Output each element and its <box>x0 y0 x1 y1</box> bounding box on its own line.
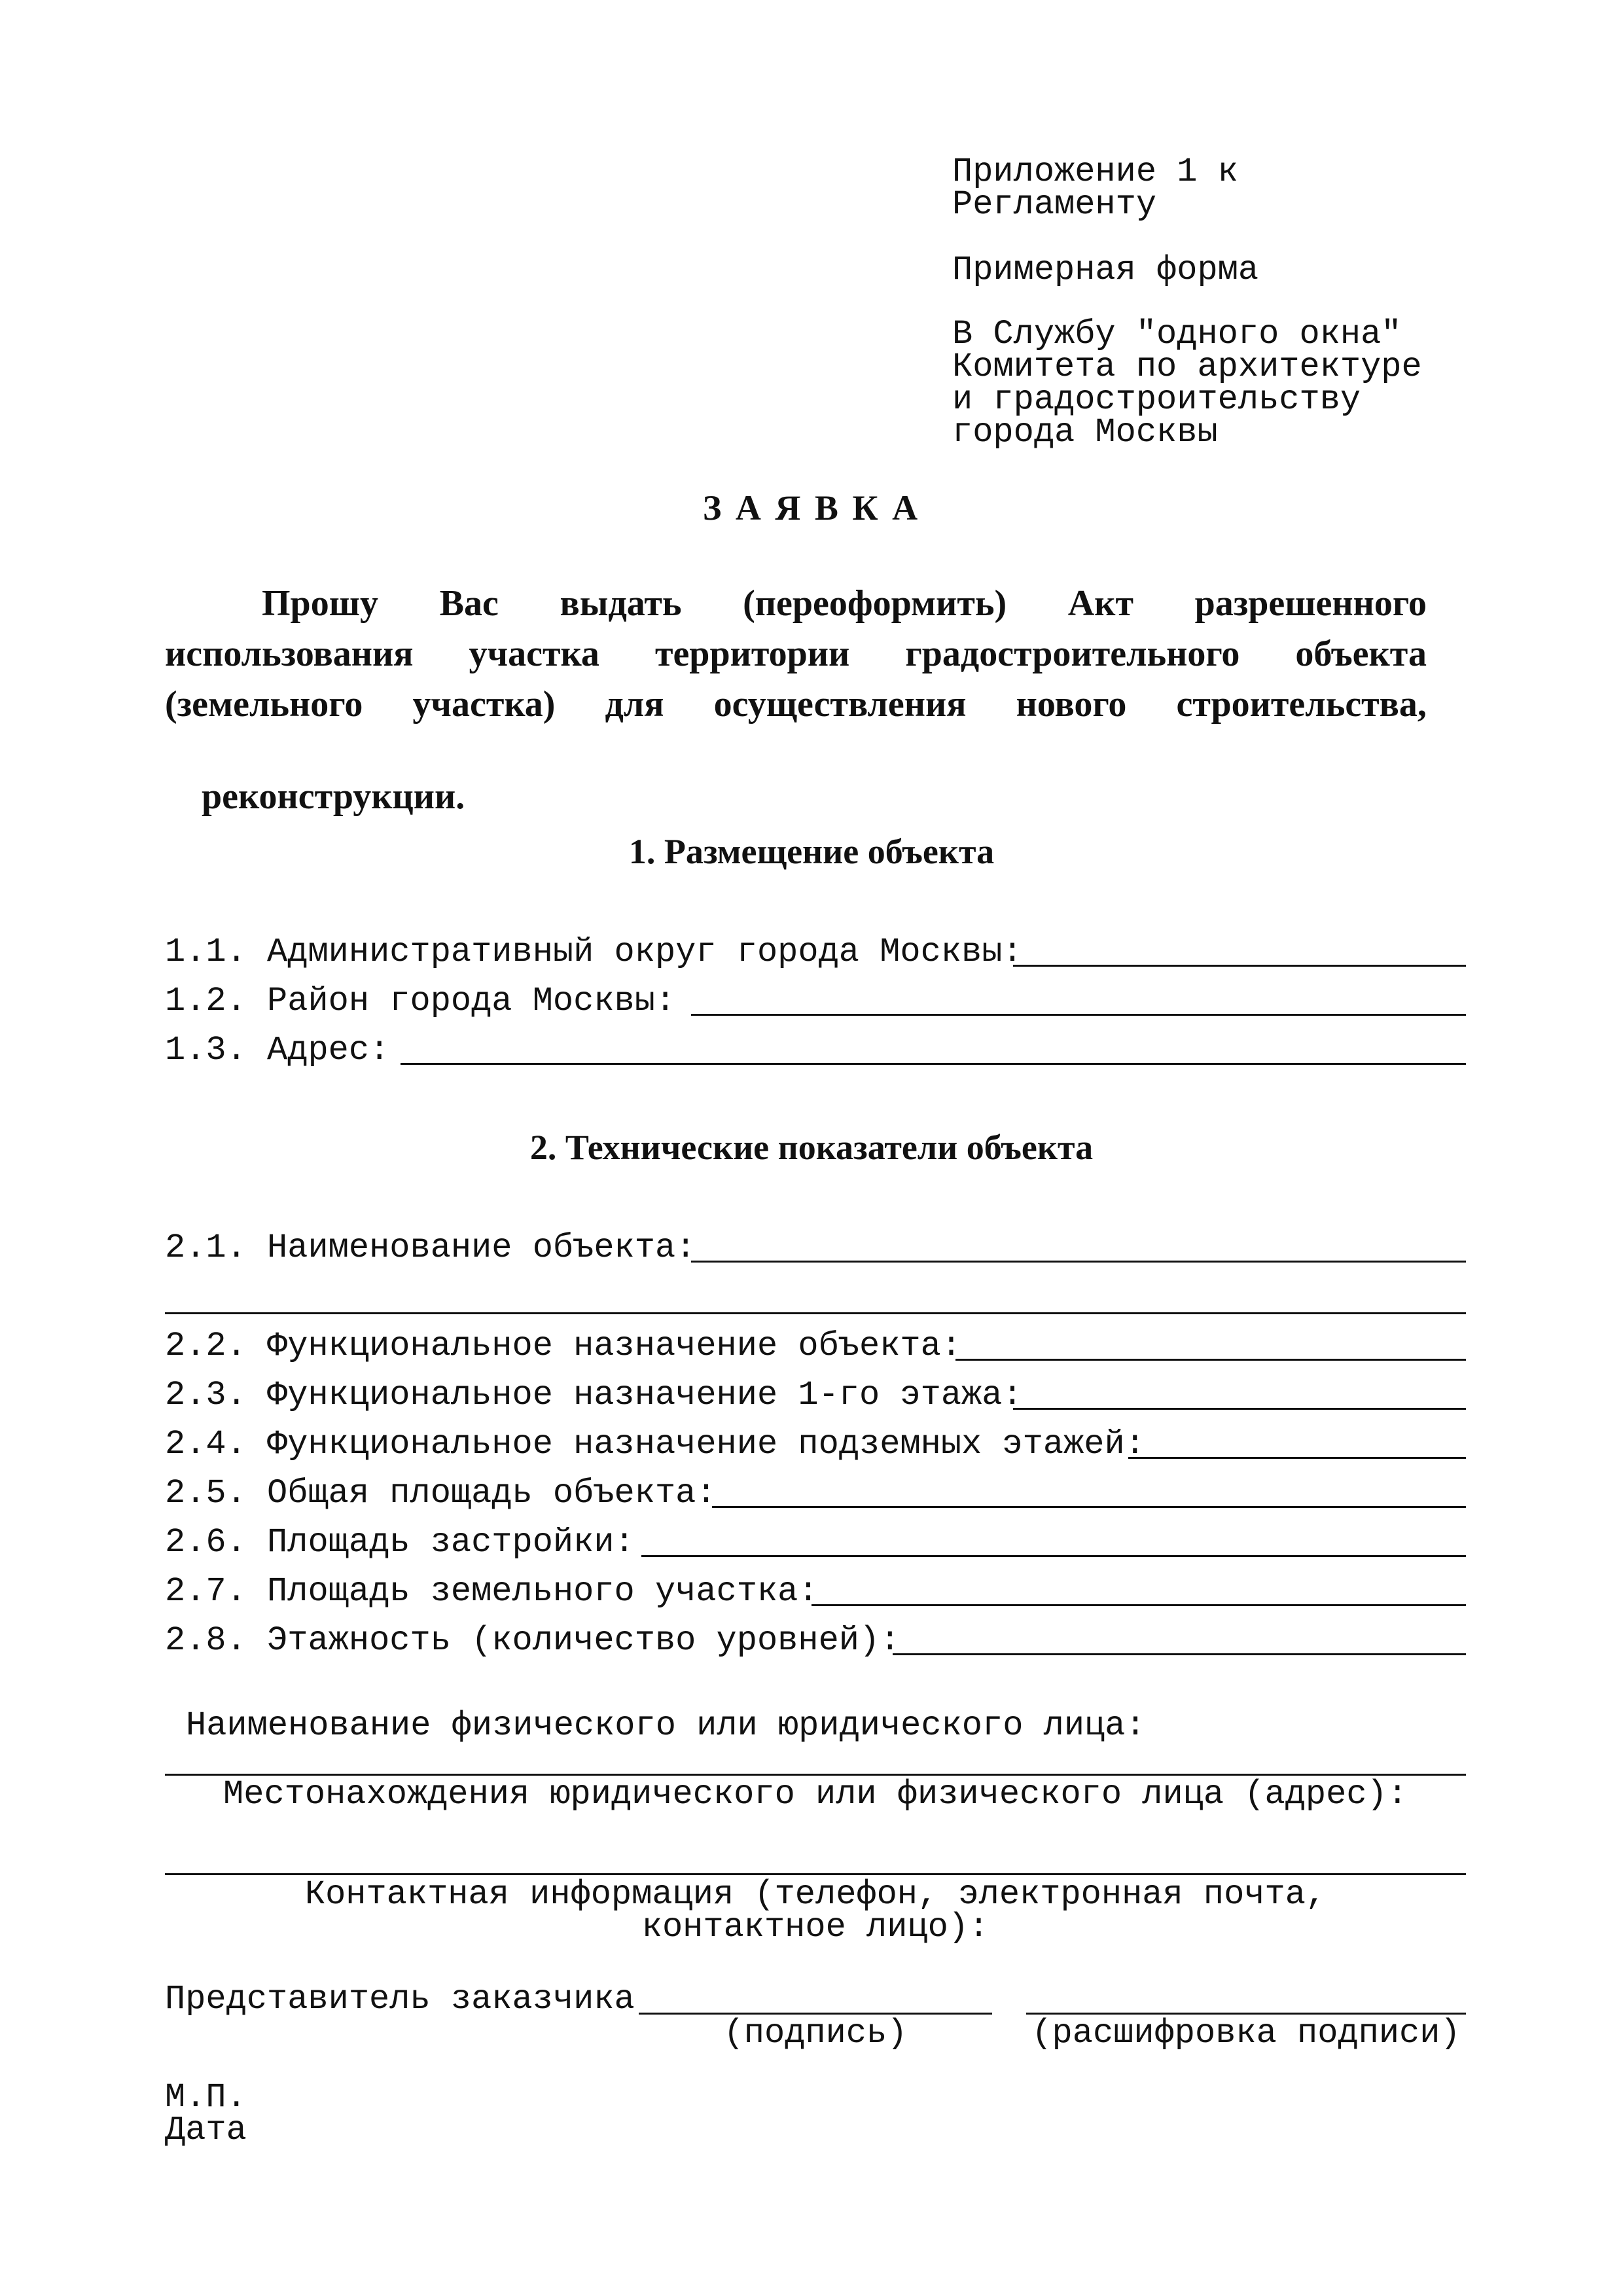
item-2-3 <box>165 1378 1023 1413</box>
item-2-7 <box>165 1574 819 1609</box>
item-number: 2.3. <box>165 1376 247 1414</box>
representative-label: Представитель заказчика <box>165 1980 635 2018</box>
request-word: строительства, <box>1176 684 1427 725</box>
item-label: Наименование объекта: <box>267 1229 696 1267</box>
item-label: Адрес: <box>267 1031 390 1069</box>
item-1-3 <box>165 1033 389 1068</box>
section2-title: 2. Технические показатели объекта <box>529 1128 1094 1167</box>
underground-function-field[interactable] <box>1128 1457 1466 1459</box>
addressee-line-2: Комитета по архитектуре <box>952 348 1422 386</box>
document-header <box>952 152 1422 452</box>
request-line-1 <box>262 583 1427 624</box>
built-area-field[interactable] <box>641 1555 1466 1557</box>
appendix-line-2: Регламенту <box>952 185 1157 224</box>
item-label: Район города Москвы: <box>267 982 676 1020</box>
item-label: Этажность (количество уровней): <box>267 1621 901 1660</box>
item-number: 2.8. <box>165 1621 247 1660</box>
item-number: 2.6. <box>165 1523 247 1562</box>
total-area-field[interactable] <box>712 1506 1466 1508</box>
request-word: реконструкции. <box>202 776 465 817</box>
stamp-label: М.П. <box>165 2078 247 2117</box>
object-name-field[interactable] <box>691 1261 1466 1263</box>
district-field[interactable] <box>691 1014 1466 1016</box>
request-word: нового <box>1016 684 1127 725</box>
item-label: Площадь земельного участка: <box>267 1572 819 1611</box>
floors-field[interactable] <box>893 1653 1466 1655</box>
admin-district-field[interactable] <box>1013 965 1466 967</box>
item-number: 2.7. <box>165 1572 247 1611</box>
addressee-line-3: и градостроительству <box>952 380 1361 419</box>
item-1-2 <box>165 984 675 1019</box>
object-name-field-continued[interactable] <box>165 1312 1466 1314</box>
form-type: Примерная форма <box>952 251 1259 289</box>
addressee-line-1: В Службу "одного окна" <box>952 315 1402 353</box>
item-label: Общая площадь объекта: <box>267 1474 717 1513</box>
item-2-8 <box>165 1623 900 1659</box>
request-word: Прошу <box>262 583 378 624</box>
item-label: Площадь застройки: <box>267 1523 635 1562</box>
location-label: Местонахождения юридического или физического лица (адрес): <box>223 1775 1408 1814</box>
request-line-3 <box>165 683 1427 725</box>
first-floor-function-field[interactable] <box>1013 1408 1466 1410</box>
item-number: 2.1. <box>165 1229 247 1267</box>
addressee-line-4: города Москвы <box>952 413 1218 452</box>
contact-label-line-2: контактное лицо): <box>641 1908 990 1946</box>
item-label: Функциональное назначение 1-го этажа: <box>267 1376 1023 1414</box>
item-number: 1.1. <box>165 933 247 971</box>
decoding-caption: (расшифровка подписи) <box>1031 2014 1461 2053</box>
request-word: для <box>605 684 664 725</box>
item-number: 2.2. <box>165 1327 247 1365</box>
item-2-4 <box>165 1427 1145 1462</box>
request-word: участка) <box>412 684 556 725</box>
applicant-name-label: Наименование физического или юридического лица: <box>186 1706 1146 1745</box>
item-2-5 <box>165 1476 717 1511</box>
signature-caption: (подпись) <box>723 2014 908 2053</box>
request-word: объекта <box>1295 634 1427 674</box>
request-word: территории <box>654 634 850 674</box>
item-label: Административный округ города Москвы: <box>267 933 1023 971</box>
address-field[interactable] <box>401 1063 1466 1065</box>
land-area-field[interactable] <box>812 1604 1466 1606</box>
request-word: выдать <box>560 583 682 624</box>
item-2-1 <box>165 1230 696 1266</box>
request-word: разрешенного <box>1194 583 1427 624</box>
item-label: Функциональное назначение объекта: <box>267 1327 962 1365</box>
appendix-line-1: Приложение 1 к <box>952 152 1238 191</box>
request-line-2 <box>165 633 1427 675</box>
request-word: (переоформить) <box>743 583 1007 624</box>
request-word: Вас <box>439 583 499 624</box>
item-number: 2.4. <box>165 1425 247 1463</box>
item-number: 2.5. <box>165 1474 247 1513</box>
item-label: Функциональное назначение подземных этажей: <box>267 1425 1145 1463</box>
request-word: (земельного <box>165 684 363 725</box>
request-word: осуществления <box>713 684 967 725</box>
function-field[interactable] <box>955 1359 1466 1361</box>
document-title: З А Я В К А <box>702 488 921 528</box>
item-2-2 <box>165 1329 961 1364</box>
item-number: 1.3. <box>165 1031 247 1069</box>
item-2-6 <box>165 1525 635 1560</box>
contact-label-line-1: Контактная информация (телефон, электронная почта, <box>304 1875 1327 1914</box>
request-word: градостроительного <box>905 634 1240 674</box>
request-word: Акт <box>1067 583 1133 624</box>
section1-title: 1. Размещение объекта <box>628 832 995 871</box>
date-label: Дата <box>165 2111 247 2149</box>
request-word: использования <box>165 634 414 674</box>
item-1-1 <box>165 935 1023 970</box>
request-word: участка <box>469 634 599 674</box>
item-number: 1.2. <box>165 982 247 1020</box>
